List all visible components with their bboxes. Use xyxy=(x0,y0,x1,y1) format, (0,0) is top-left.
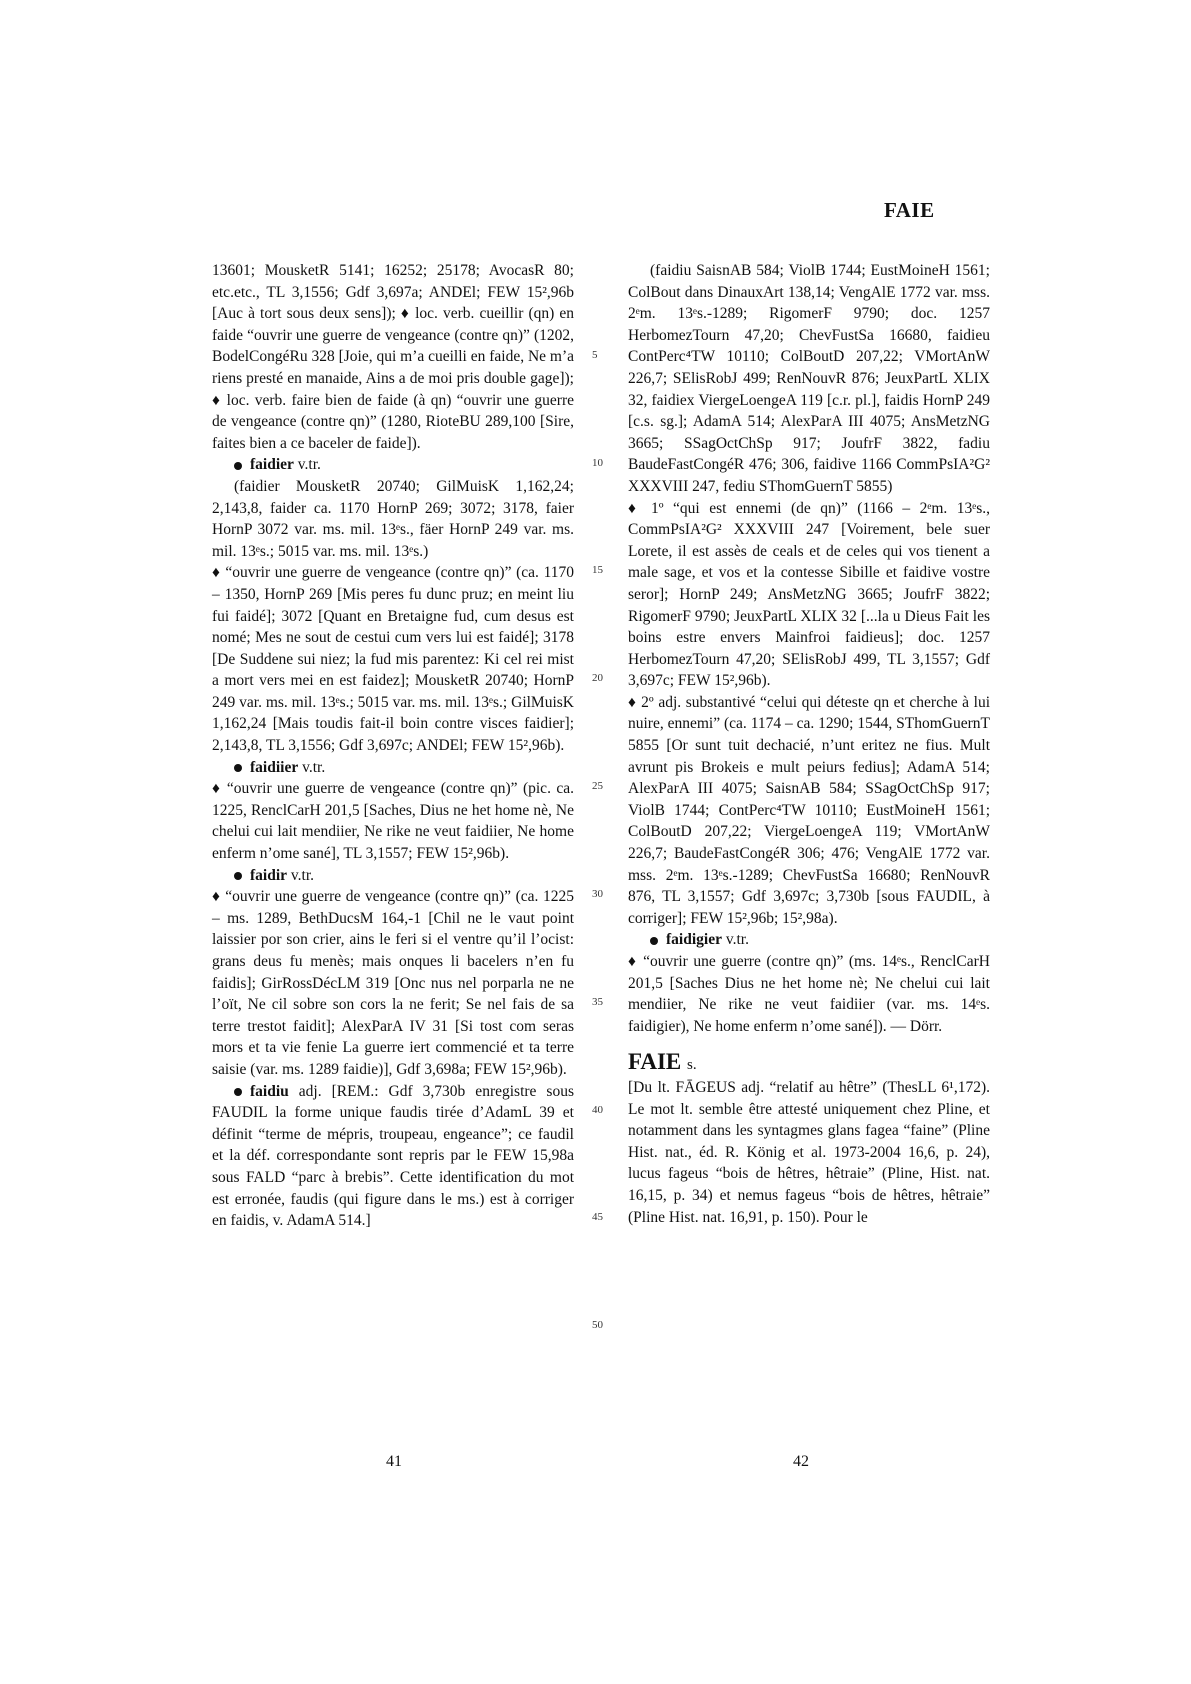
headword: faidigier xyxy=(666,931,722,949)
line-number: 45 xyxy=(592,1211,603,1223)
line-number: 5 xyxy=(592,349,598,361)
page-number-left: 41 xyxy=(386,1453,402,1470)
entry-continuation-faide: 13601; MousketR 5141; 16252; 25178; AvocasR 80; etc.etc., TL 3,1556; Gdf 3,697a; ANDEl; FEW 15²,96b [Auc à tort sous deux sens]); ♦ loc. verb. cueillir (qn) en faide “ouvrir une guerre de vengeance (contre qn)” (1202, BodelCongéRu 328 [Joie, qui m’a cueilli en faide, Ne m’a riens presté en manaide, Ains a de moi pris double gage]); ♦ loc. verb. faire bien de faide (à qn) “ouvrir une guerre de vengeance (contre qn)” (1280, RioteBU 289,100 [Sire, faites bien a ce baceler de faide]). xyxy=(212,262,575,452)
line-number: 20 xyxy=(592,672,603,684)
sense-faidigier: ♦ “ouvrir une guerre (contre qn)” (ms. 14ᵉs., RenclCarH 201,5 [Saches Dius ne het home nè; Ne chelui cui lait mendiier, Ne rike ne veut faidiier (var. ms. 14ᵉs. faidigier), Ne home enferm n’ome sané]). — Dörr. xyxy=(628,953,990,1035)
headword-faie: FAIE s. xyxy=(628,1049,697,1075)
headword: faidiier xyxy=(250,758,299,776)
bullet-icon xyxy=(234,462,242,470)
right-column xyxy=(628,260,990,1228)
sense-faidier: ♦ “ouvrir une guerre de vengeance (contre qn)” (ca. 1170 – 1350, HornP 269 [Mis peres fu dunc pruz; en meint liu fui faidé]; 3072 [Quant en Bretaigne fud, cum desus est nomé; Mes ne sout de cestui cum vers lui est faidé]; 3178 [De Suddene sui niez; la fud mis parentez: Ki cel rei mist a mort vers mei en est faidez]; MousketR 20740; HornP 249 var. ms. mil. 13ᵉs.; 5015 var. ms. mil. 13ᵉs.; GilMuisK 1,162,24 [Mais toudis fait-il boin contre visces faidier]; 2,143,8, TL 3,1556; Gdf 3,697c; ANDEl; FEW 15²,96b). xyxy=(212,564,574,755)
bullet-icon xyxy=(234,764,242,772)
line-number: 10 xyxy=(592,457,603,469)
line-number: 25 xyxy=(592,780,603,792)
entry-head-faidiier xyxy=(212,757,574,779)
line-number: 40 xyxy=(592,1104,603,1116)
line-number: 15 xyxy=(592,564,603,576)
entry-head-faidier xyxy=(212,454,574,476)
bullet-icon xyxy=(234,872,242,880)
remark-faidiu: [REM.: Gdf 3,730b enregistre sous FAUDIL la forme unique faudis tirée d’AdamL 39 et définit “terme de mépris, troupeau, engeance”; ce faudil et la déf. correspondante sont repris par le FEW 15,98a sous FALD “parc à brebis”. Cette identification du mot est erronée, faudis (qui figure dans le ms.) est à corriger en faidis, v. AdamA 514.] xyxy=(212,1082,574,1230)
bullet-icon xyxy=(650,937,658,945)
left-column xyxy=(212,260,574,1232)
bullet-icon xyxy=(234,1088,242,1096)
sense-faidiu-2: ♦ 2º adj. substantivé “celui qui déteste qn et cherche à lui nuire, ennemi” (ca. 1174 – ca. 1290; 1544, SThomGuernT 5855 [Or sunt tuit dechacié, n’unt eritez ne fius. Mult avrunt pis Brokeis e mult peiurs fedius]; AdamA 514; AlexParA III 4075; SaisnAB 584; SSagOctChSp 917; ViolB 1744; ContPerc⁴TW 10110; EustMoineH 1561; ColBoutD 207,22; ViergeLoengeA 119; VMortAnW 226,7; BaudeFastCongéR 306; 476; VengAlE 1772 var. mss. 2ᵉm. 13ᵉs.-1289; ChevFustSa 16680; RenNouvR 876, TL 3,1557; Gdf 3,697c; 3,730b [sous FAUDIL, à corriger]; FEW 15²,96b; 15²,98a). xyxy=(628,693,990,927)
line-number: 50 xyxy=(592,1319,603,1331)
entry-head-faidigier xyxy=(628,929,990,951)
sense-faidiier: ♦ “ouvrir une guerre de vengeance (contre qn)” (pic. ca. 1225, RenclCarH 201,5 [Saches, Dius ne het home nè, Ne chelui cui lait mendiier, Ne rike ne veut faidiier, Ne home enferm n’ome sané], TL 3,1557; FEW 15²,96b). xyxy=(212,780,574,863)
part-of-speech: s. xyxy=(687,1057,697,1074)
headword: faidier xyxy=(250,456,294,474)
sense-faidiu-1: ♦ 1º “qui est ennemi (de qn)” (1166 – 2ᵉm. 13ᵉs., CommPsIA²G² XXXVIII 247 [Voirement, bele suer Lorete, il est assès de ceals et de celes qui vos tienent a male sage, et vos et la contesse Sibille et faidive vostre seror]; HornP 249; AnsMetzNG 3665; JoufrF 3822; RigomerF 9790; JeuxPartL XLIX 32 [...la u Dieus Fait les boins estre envers Mainfroi faidieus]; doc. 1257 HerbomezTourn 47,20; SElisRobJ 499, TL 3,1557; Gdf 3,697c; FEW 15²,96b). xyxy=(628,499,990,690)
part-of-speech: v.tr. xyxy=(302,758,326,776)
entry-head-faie xyxy=(628,1051,990,1077)
running-head: FAIE xyxy=(884,198,935,222)
line-number: 30 xyxy=(592,888,603,900)
etymology-faie: [Du lt. FĀGEUS adj. “relatif au hêtre” (ThesLL 6¹,172). Le mot lt. semble être attesté uniquement chez Pline, et notamment dans les syntagmes glans fagea “faine” (Pline Hist. nat., éd. R. König et al. 1973-2004 16,6, p. 24), lucus fageus “bois de hêtres, hêtraie” (Pline, Hist. nat. 16,15, p. 34) et nemus fageus “bois de hêtres, hêtraie” (Pline Hist. nat. 16,91, p. 150). Pour le xyxy=(628,1078,990,1226)
part-of-speech: adj. xyxy=(298,1082,322,1100)
forms-faidiu: (faidiu SaisnAB 584; ViolB 1744; EustMoineH 1561; ColBout dans DinauxArt 138,14; VengAlE 1772 var. mss. 2ᵉm. 13ᵉs.-1289; RigomerF 9790; doc. 1257 HerbomezTourn 47,20; ChevFustSa 16680, faidieu ContPerc⁴TW 10110; ColBoutD 207,22; VMortAnW 226,7; SElisRobJ 499; RenNouvR 876; JeuxPartL XLIX 32, faidiex ViergeLoengeA 119 [c.r. pl.], faidis HornP 249 [c.s. sg.]; AdamA 514; AlexParA III 4075; AnsMetzNG 3665; SSagOctChSp 917; JoufrF 3822, fadiu BaudeFastCongéR 476; 306, faidive 1166 CommPsIA²G² XXXVIII 247, fediu SThomGuernT 5855) xyxy=(628,262,990,495)
forms-faidier: (faidier MousketR 20740; GilMuisK 1,162,24; 2,143,8, faider ca. 1170 HornP 269; 3072; 3178, faier HornP 3072 var. ms. mil. 13ᵉs., fäer HornP 249 var. ms. mil. 13ᵉs.; 5015 var. ms. mil. 13ᵉs.) xyxy=(212,477,574,560)
sense-faidir: ♦ “ouvrir une guerre de vengeance (contre qn)” (ca. 1225 – ms. 1289, BethDucsM 164,-1 [Chil ne le vaut point laissier por son crier, ains le feri si el ventre qu’il l’ocist: grans deus fu menès; mais onques li bacelers n’en fu faidis]; GirRossDécLM 319 [Onc nus nel porparla ne ne l’oït, Ne cil sobre son cors la ne ferit; Se nel fais de sa terre trestot faidit]; AlexParA IV 31 [Si tost com seras mors et ta vie fenie La guerre iert commencié et ta terre saisie (var. ms. 1289 faidie)], Gdf 3,698a; FEW 15²,96b). xyxy=(212,888,574,1078)
page-number-right: 42 xyxy=(793,1453,809,1470)
part-of-speech: v.tr. xyxy=(290,866,315,884)
part-of-speech: v.tr. xyxy=(725,931,749,949)
entry-head-faidiu xyxy=(212,1081,574,1232)
entry-head-faidir xyxy=(212,865,574,887)
headword: faidir xyxy=(250,866,288,884)
line-number: 35 xyxy=(592,996,603,1008)
part-of-speech: v.tr. xyxy=(297,456,321,474)
headword: faidiu xyxy=(250,1082,289,1100)
